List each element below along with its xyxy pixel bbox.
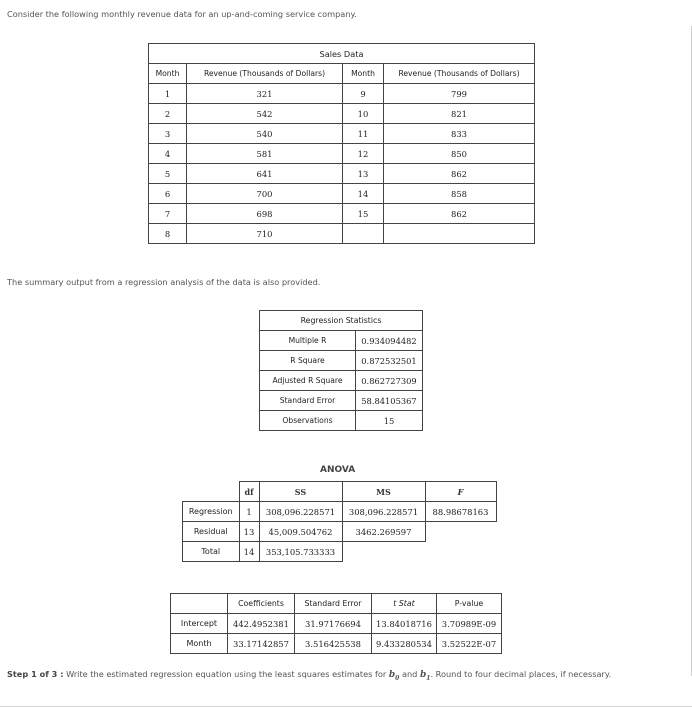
row-label: Regression <box>183 502 240 522</box>
table-row <box>149 164 535 184</box>
table-row <box>260 331 423 351</box>
cell: 700 <box>187 184 343 204</box>
col-header: Revenue (Thousands of Dollars) <box>187 64 343 84</box>
cell: 6 <box>149 184 187 204</box>
anova-table <box>182 481 497 562</box>
cell: 308,096.228571 <box>259 502 342 522</box>
step-text-after: . Round to four decimal places, if necessary. <box>430 669 612 679</box>
cell: 13 <box>343 164 384 184</box>
coefficients-table <box>170 593 502 654</box>
cell: 321 <box>187 84 343 104</box>
cell: 3 <box>149 124 187 144</box>
stat-value: 0.934094482 <box>356 331 423 351</box>
table-row <box>149 184 535 204</box>
col-header: SS <box>259 482 342 502</box>
row-label: Residual <box>183 522 240 542</box>
blank-cell <box>425 542 496 562</box>
blank-cell <box>171 594 228 614</box>
cell: 10 <box>343 104 384 124</box>
cell: 540 <box>187 124 343 144</box>
col-header: Coefficients <box>228 594 295 614</box>
table-row <box>260 371 423 391</box>
table-row <box>260 411 423 431</box>
table-row <box>183 522 497 542</box>
stat-value: 0.872532501 <box>356 351 423 371</box>
cell: 14 <box>239 542 259 562</box>
cell: 850 <box>384 144 535 164</box>
col-header: t Stat <box>372 594 437 614</box>
step-instruction <box>7 669 611 682</box>
cell: 88.98678163 <box>425 502 496 522</box>
cell: 442.4952381 <box>228 614 295 634</box>
cell: 3.52522E-07 <box>437 634 502 654</box>
col-header: F <box>425 482 496 502</box>
table-row <box>183 502 497 522</box>
cell: 821 <box>384 104 535 124</box>
cell: 13 <box>239 522 259 542</box>
cell: 710 <box>187 224 343 244</box>
cell: 33.17142857 <box>228 634 295 654</box>
summary-text: The summary output from a regression analysis of the data is also provided. <box>7 277 321 287</box>
cell: 1 <box>149 84 187 104</box>
cell: 2 <box>149 104 187 124</box>
regression-statistics-table <box>259 310 423 431</box>
regstats-caption: Regression Statistics <box>260 311 423 331</box>
b1-symbol: $b_1$ <box>419 670 431 682</box>
table-row <box>149 104 535 124</box>
cell: 3.516425538 <box>295 634 372 654</box>
stat-value: 58.84105367 <box>356 391 423 411</box>
table-row <box>260 351 423 371</box>
row-label: Intercept <box>171 614 228 634</box>
table-row <box>171 634 502 654</box>
stat-value: 15 <box>356 411 423 431</box>
col-header: Month <box>149 64 187 84</box>
col-header: df <box>239 482 259 502</box>
cell: 581 <box>187 144 343 164</box>
cell: 698 <box>187 204 343 224</box>
cell: 14 <box>343 184 384 204</box>
table-row <box>149 124 535 144</box>
step-label: Step 1 of 3 : <box>7 669 64 679</box>
row-label: Total <box>183 542 240 562</box>
blank-cell <box>342 542 425 562</box>
cell: 641 <box>187 164 343 184</box>
table-row <box>149 204 535 224</box>
stat-label: Standard Error <box>260 391 356 411</box>
cell: 15 <box>343 204 384 224</box>
table-row <box>149 84 535 104</box>
cell: 12 <box>343 144 384 164</box>
cell: 8 <box>149 224 187 244</box>
cell <box>384 224 535 244</box>
table-row <box>149 224 535 244</box>
sales-caption: Sales Data <box>149 44 535 64</box>
cell: 799 <box>384 84 535 104</box>
table-row <box>260 391 423 411</box>
stat-value: 0.862727309 <box>356 371 423 391</box>
cell: 542 <box>187 104 343 124</box>
cell: 9 <box>343 84 384 104</box>
cell <box>343 224 384 244</box>
col-header: MS <box>342 482 425 502</box>
col-header: Month <box>343 64 384 84</box>
col-header: Standard Error <box>295 594 372 614</box>
cell: 1 <box>239 502 259 522</box>
cell: 13.84018716 <box>372 614 437 634</box>
cell: 4 <box>149 144 187 164</box>
b0-symbol: $b_0$ <box>388 670 400 682</box>
blank-cell <box>425 522 496 542</box>
cell: 45,009.504762 <box>259 522 342 542</box>
table-row <box>183 542 497 562</box>
anova-title: ANOVA <box>320 465 356 475</box>
cell: 7 <box>149 204 187 224</box>
cell: 11 <box>343 124 384 144</box>
cell: 9.433280534 <box>372 634 437 654</box>
stat-label: Adjusted R Square <box>260 371 356 391</box>
cell: 862 <box>384 204 535 224</box>
stat-label: Multiple R <box>260 331 356 351</box>
col-header: Revenue (Thousands of Dollars) <box>384 64 535 84</box>
table-row <box>171 614 502 634</box>
stat-label: Observations <box>260 411 356 431</box>
cell: 31.97176694 <box>295 614 372 634</box>
cell: 3.70989E-09 <box>437 614 502 634</box>
cell: 308,096.228571 <box>342 502 425 522</box>
cell: 3462.269597 <box>342 522 425 542</box>
row-label: Month <box>171 634 228 654</box>
step-text: Write the estimated regression equation using the least squares estimates for <box>66 669 387 679</box>
intro-text: Consider the following monthly revenue data for an up-and-coming service company. <box>7 9 357 19</box>
table-row <box>149 144 535 164</box>
col-header: P-value <box>437 594 502 614</box>
cell: 5 <box>149 164 187 184</box>
sales-data-table <box>148 43 535 244</box>
cell: 833 <box>384 124 535 144</box>
and-text: and <box>401 669 418 679</box>
blank-cell <box>183 482 240 502</box>
stat-label: R Square <box>260 351 356 371</box>
cell: 353,105.733333 <box>259 542 342 562</box>
cell: 858 <box>384 184 535 204</box>
cell: 862 <box>384 164 535 184</box>
